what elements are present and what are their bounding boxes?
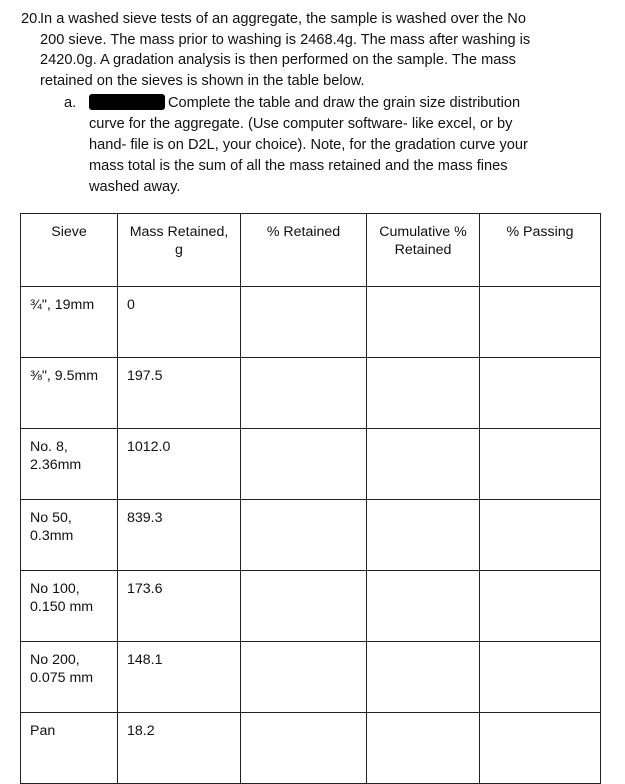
part-a-label: a. xyxy=(64,95,77,111)
cumulative-retained-cell[interactable] xyxy=(367,358,480,429)
percent-passing-cell[interactable] xyxy=(480,429,601,500)
table-row xyxy=(21,500,601,571)
gradation-table xyxy=(20,213,601,784)
sieve-cell: No 50, 0.3mm xyxy=(21,500,118,571)
table-row xyxy=(21,713,601,784)
percent-retained-cell[interactable] xyxy=(241,713,367,784)
cumulative-retained-cell[interactable] xyxy=(367,571,480,642)
table-row xyxy=(21,571,601,642)
sieve-cell: No 200, 0.075 mm xyxy=(21,642,118,713)
part-a-line: curve for the aggregate. (Use computer software- like excel, or by xyxy=(89,116,513,132)
problem-line: 2420.0g. A gradation analysis is then performed on the sample. The mass xyxy=(40,52,516,68)
problem-statement xyxy=(21,9,591,91)
table-row xyxy=(21,429,601,500)
header-percent-passing: % Passing xyxy=(480,214,601,287)
part-a-line: hand- file is on D2L, your choice). Note, for the gradation curve your xyxy=(89,137,528,153)
cumulative-retained-cell[interactable] xyxy=(367,713,480,784)
redaction-mark xyxy=(89,94,165,110)
percent-retained-cell[interactable] xyxy=(241,642,367,713)
part-a-text xyxy=(89,93,564,198)
sieve-cell: No. 8, 2.36mm xyxy=(21,429,118,500)
percent-retained-cell[interactable] xyxy=(241,500,367,571)
sieve-cell: ¾", 19mm xyxy=(21,287,118,358)
percent-passing-cell[interactable] xyxy=(480,500,601,571)
header-cumulative-retained: Cumulative % Retained xyxy=(367,214,480,287)
header-percent-retained: % Retained xyxy=(241,214,367,287)
part-a xyxy=(64,93,564,198)
table-row xyxy=(21,358,601,429)
cumulative-retained-cell[interactable] xyxy=(367,429,480,500)
percent-passing-cell[interactable] xyxy=(480,287,601,358)
table-row xyxy=(21,642,601,713)
mass-cell: 0 xyxy=(118,287,241,358)
percent-passing-cell[interactable] xyxy=(480,713,601,784)
sieve-cell: No 100, 0.150 mm xyxy=(21,571,118,642)
mass-cell: 18.2 xyxy=(118,713,241,784)
percent-retained-cell[interactable] xyxy=(241,287,367,358)
percent-passing-cell[interactable] xyxy=(480,571,601,642)
percent-passing-cell[interactable] xyxy=(480,358,601,429)
mass-cell: 173.6 xyxy=(118,571,241,642)
cumulative-retained-cell[interactable] xyxy=(367,287,480,358)
mass-cell: 1012.0 xyxy=(118,429,241,500)
part-a-line: mass total is the sum of all the mass retained and the mass fines xyxy=(89,158,508,174)
percent-passing-cell[interactable] xyxy=(480,642,601,713)
header-mass-retained: Mass Retained, g xyxy=(118,214,241,287)
cumulative-retained-cell[interactable] xyxy=(367,642,480,713)
header-sieve: Sieve xyxy=(21,214,118,287)
sieve-cell: Pan xyxy=(21,713,118,784)
problem-line: In a washed sieve tests of an aggregate, the sample is washed over the No xyxy=(40,11,526,27)
mass-cell: 839.3 xyxy=(118,500,241,571)
table-row xyxy=(21,287,601,358)
part-a-line: washed away. xyxy=(89,179,181,195)
mass-cell: 148.1 xyxy=(118,642,241,713)
percent-retained-cell[interactable] xyxy=(241,571,367,642)
table-header-row xyxy=(21,214,601,287)
problem-line: 200 sieve. The mass prior to washing is 2468.4g. The mass after washing is xyxy=(40,31,531,48)
part-a-line-text: Complete the table and draw the grain size distribution xyxy=(168,95,521,111)
percent-retained-cell[interactable] xyxy=(241,429,367,500)
problem-text xyxy=(40,9,591,91)
part-a-line xyxy=(89,93,564,114)
cumulative-retained-cell[interactable] xyxy=(367,500,480,571)
sieve-cell: ⅜", 9.5mm xyxy=(21,358,118,429)
percent-retained-cell[interactable] xyxy=(241,358,367,429)
mass-cell: 197.5 xyxy=(118,358,241,429)
problem-line: retained on the sieves is shown in the table below. xyxy=(40,72,365,89)
problem-number: 20. xyxy=(21,11,42,27)
